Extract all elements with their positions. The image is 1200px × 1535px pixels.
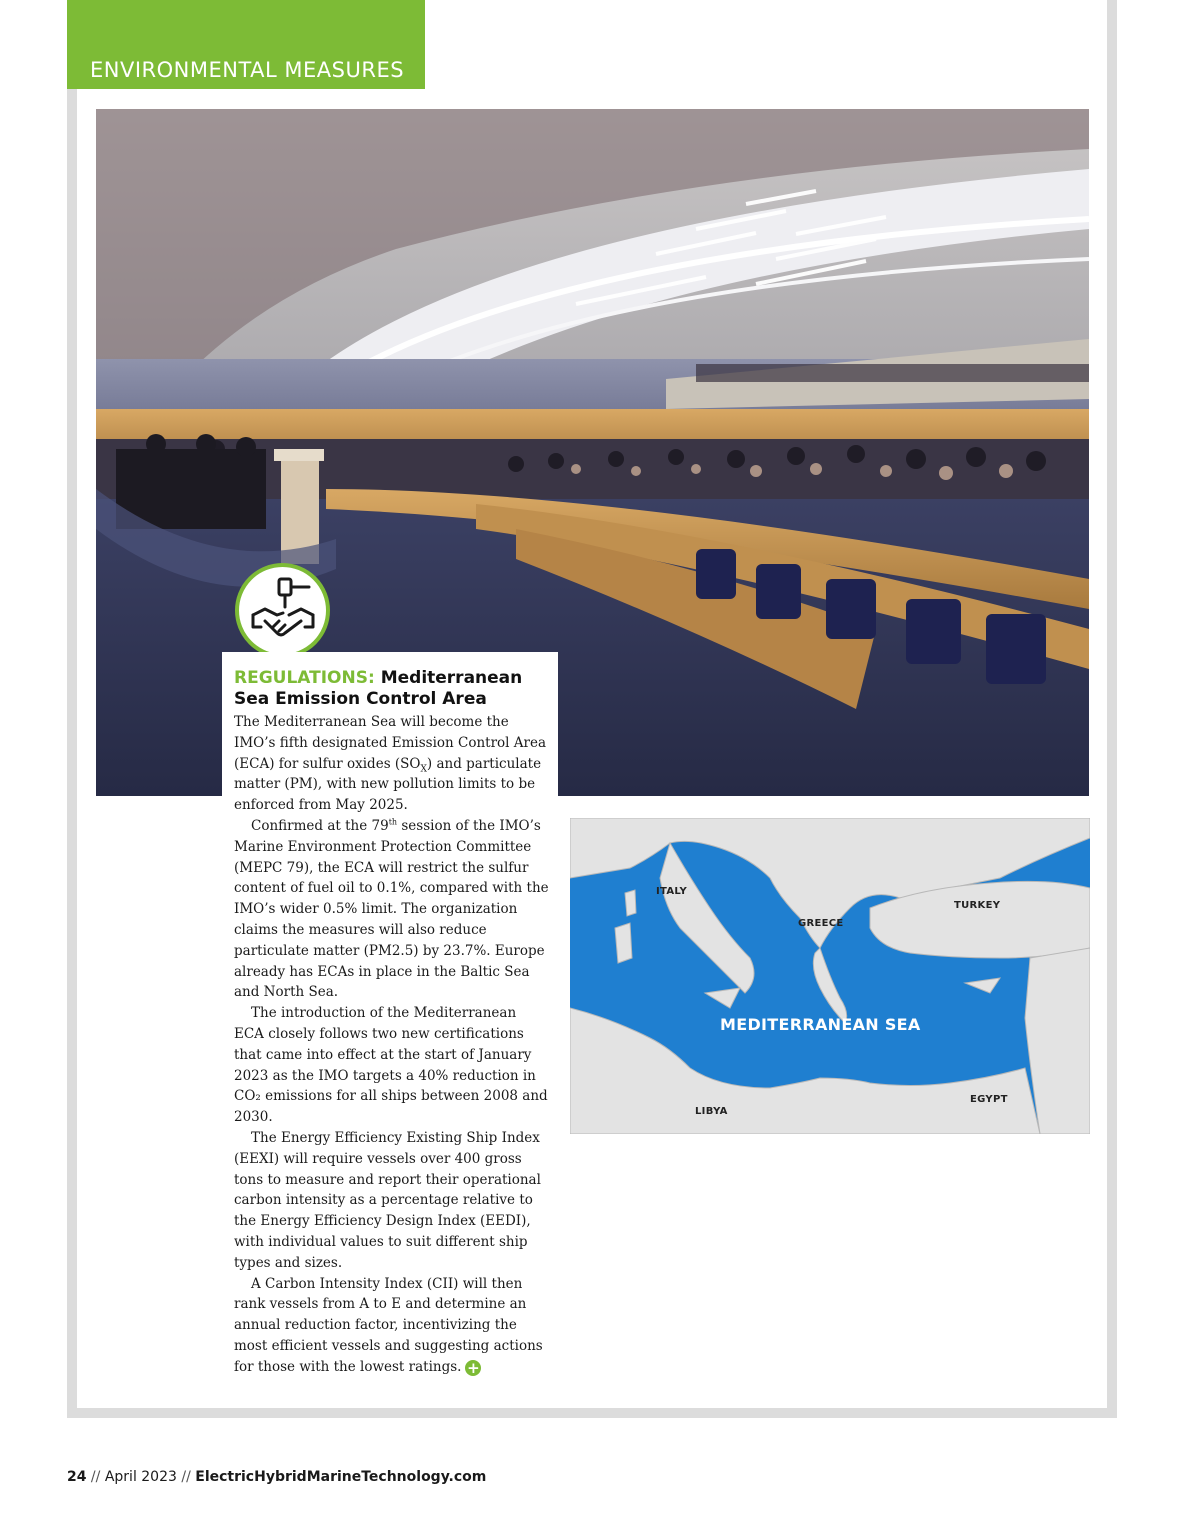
paragraph-4: The Energy Efficiency Existing Ship Index (EEXI) will require vessels over 400 gross tons to measure and report their operational carbon intensity as a percentage relative to the Energy Efficiency Design Index (EEDI), with individual values to suit different ship types and sizes. bbox=[234, 1129, 541, 1271]
paragraph-2-text-a: Confirmed at the 79 bbox=[251, 817, 389, 834]
map-label-libya: LIBYA bbox=[695, 1106, 728, 1117]
ordinal-superscript: th bbox=[388, 817, 398, 827]
paragraph-5-text: A Carbon Intensity Index (CII) will then rank vessels from A to E and determine an annual reduction factor, incentivizing the most efficient vessels and suggesting actions for those with the lowest ratings. bbox=[234, 1275, 543, 1375]
paragraph-2-text-b: session of the IMO’s Marine Environment Protection Committee (MEPC 79), the ECA will restrict the sulfur content of fuel oil to 0.1%, compared with the IMO’s wider 0.5% limit. The organization claims the measures will also reduce particulate matter (PM2.5) by 23.7%. Europe already has ECAs in place in the Baltic Sea and North Sea. bbox=[234, 817, 549, 1001]
footer-separator-2: // bbox=[176, 1469, 196, 1485]
section-label: ENVIRONMENTAL MEASURES bbox=[90, 58, 405, 82]
page-number: 24 bbox=[67, 1469, 87, 1485]
paragraph-1-text-a: The Mediterranean Sea will become the IMO’s fifth designated Emission Control Area (ECA) for sulfur oxides (SO bbox=[234, 714, 547, 772]
footer-separator-1: // bbox=[86, 1469, 105, 1485]
article-headline bbox=[234, 668, 554, 710]
section-header-tab bbox=[67, 0, 425, 89]
paragraph-2 bbox=[234, 816, 550, 1003]
site-link[interactable]: ElectricHybridMarineTechnology.com bbox=[195, 1469, 487, 1485]
paragraph-3: The introduction of the Mediterranean ECA closely follows two new certifications that came into effect at the start of January 2023 as the IMO targets a 40% reduction in CO₂ emissions for all ships between 2008 and 2030. bbox=[234, 1005, 548, 1126]
sox-subscript: X bbox=[420, 764, 427, 775]
map-label-sea: MEDITERRANEAN SEA bbox=[720, 1015, 921, 1034]
headline-kicker: REGULATIONS: bbox=[234, 668, 375, 688]
paragraph-5 bbox=[234, 1274, 550, 1378]
headline-title: Mediterranean Sea Emission Control Area bbox=[234, 668, 523, 709]
issue-date: April 2023 bbox=[104, 1469, 177, 1485]
map-label-egypt: EGYPT bbox=[970, 1094, 1008, 1105]
end-of-article-icon: + bbox=[467, 1358, 480, 1377]
mediterranean-map bbox=[570, 818, 1090, 1134]
page-footer bbox=[67, 1469, 486, 1485]
map-illustration bbox=[570, 818, 1090, 1134]
article-body bbox=[234, 712, 550, 1378]
map-label-turkey: TURKEY bbox=[954, 900, 1001, 911]
paragraph-1-text-b: ) and particulate matter (PM), with new pollution limits to be enforced from May 2025. bbox=[234, 755, 542, 814]
gavel-handshake-icon bbox=[249, 575, 317, 647]
map-label-greece: GREECE bbox=[798, 918, 844, 929]
regulations-badge bbox=[235, 563, 330, 658]
map-label-italy: ITALY bbox=[656, 886, 688, 897]
paragraph-1 bbox=[234, 712, 550, 816]
